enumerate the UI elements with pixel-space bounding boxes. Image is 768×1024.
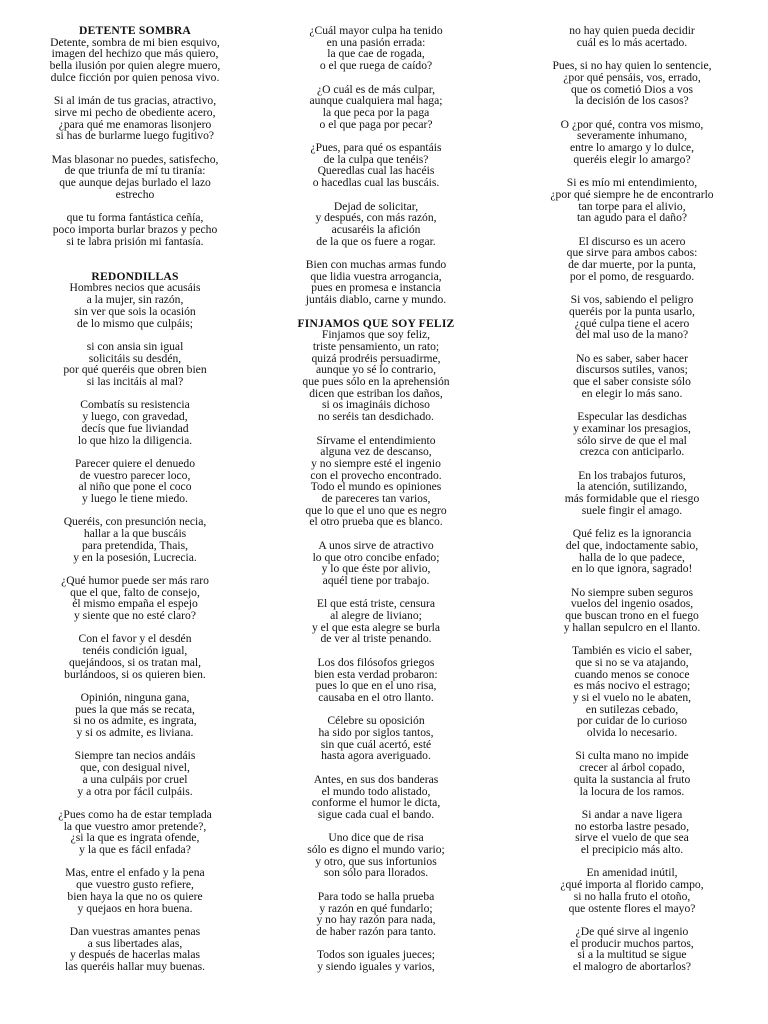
verse-line: bien esta verdad probaron: bbox=[314, 667, 438, 681]
stanza bbox=[12, 809, 258, 856]
verse-line: Especular las desdichas bbox=[577, 410, 687, 424]
verse-line: más formidable que el riesgo bbox=[564, 492, 700, 505]
verse-line: Combatís su resistencia bbox=[80, 398, 190, 412]
verse-line: crecer al árbol copado, bbox=[579, 761, 685, 775]
verse-line: Dejad de solicitar, bbox=[333, 199, 419, 213]
verse-line: Todo el mundo es opiniones bbox=[310, 480, 442, 494]
verse-line: Célebre su oposición bbox=[327, 714, 425, 728]
verse-line: Sírvame el entendimiento bbox=[316, 433, 436, 447]
verse-line: y luego le tiene miedo. bbox=[82, 492, 188, 506]
stanza bbox=[253, 84, 499, 131]
verse-line: ¿O cuál es de más culpar, bbox=[317, 82, 435, 96]
verse-line: ¿Pues, para qué os espantáis bbox=[310, 141, 442, 154]
stanza bbox=[253, 715, 499, 762]
verse-line: o el que ruega de caído? bbox=[319, 59, 433, 73]
verse-line: halla de lo que padece, bbox=[579, 550, 685, 564]
verse-line: de pareceres tan varios, bbox=[321, 492, 431, 506]
verse-line: ¿Cuál mayor culpa ha tenido bbox=[309, 24, 443, 37]
verse-line: ¿De qué sirve al ingenio bbox=[575, 924, 689, 938]
verse-line: que lo que el uno que es negro bbox=[305, 503, 447, 517]
verse-line: y si el vuelo no le abaten, bbox=[572, 690, 692, 704]
verse-line: Queréis, con presunción necia, bbox=[63, 515, 207, 529]
verse-line: si no halla fruto el otoño, bbox=[573, 889, 691, 903]
verse-line: olvida lo necesario. bbox=[586, 726, 678, 740]
verse-line: Para todo se halla prueba bbox=[317, 889, 435, 903]
verse-line: no seréis tan desdichado. bbox=[318, 410, 434, 424]
stanza bbox=[12, 212, 258, 247]
verse-line: el precipicio más alto. bbox=[580, 843, 684, 857]
verse-line: causaba en el otro llanto. bbox=[318, 690, 434, 704]
verse-line: sin que cuál acertó, esté bbox=[320, 737, 432, 751]
verse-line: del mal uso de la mano? bbox=[575, 328, 689, 342]
verse-line: El discurso es un acero bbox=[578, 234, 686, 248]
verse-line: y otro, que sus infortunios bbox=[315, 854, 437, 868]
verse-line: O ¿por qué, contra vos mismo, bbox=[560, 117, 704, 131]
verse-line: Si andar a nave ligera bbox=[581, 807, 683, 821]
verse-line: discursos sutiles, vanos; bbox=[576, 363, 688, 377]
verse-line: cuando menos se conoce bbox=[574, 667, 690, 681]
stanza bbox=[253, 201, 499, 248]
verse-line: quita la sustancia al fruto bbox=[573, 772, 691, 786]
column-right bbox=[509, 25, 755, 973]
verse-line: que si no se va atajando, bbox=[575, 655, 689, 669]
verse-line: Hombres necios que acusáis bbox=[69, 281, 201, 295]
stanza bbox=[12, 341, 258, 388]
verse-line: que pues sólo en la aprehensión bbox=[302, 375, 450, 389]
stanza bbox=[509, 750, 755, 797]
verse-line: pues lo que en el uno risa, bbox=[315, 679, 437, 693]
stanza bbox=[509, 25, 755, 48]
verse-line: juntáis diablo, carne y mundo. bbox=[305, 293, 447, 307]
verse-line: El que está triste, censura bbox=[316, 597, 436, 611]
verse-line: la que vuestro amor pretende?, bbox=[63, 819, 207, 833]
verse-line: queréis por la punta usarlo, bbox=[569, 304, 695, 318]
stanza bbox=[12, 867, 258, 914]
verse-line: el mundo todo alistado, bbox=[321, 784, 431, 798]
verse-line: en elegir lo más sano. bbox=[581, 386, 683, 400]
verse-line: dicen que estriban los daños, bbox=[309, 386, 443, 400]
verse-line: a la mujer, sin razón, bbox=[86, 293, 184, 307]
verse-line: ¿si la que es ingrata ofende, bbox=[70, 831, 200, 845]
verse-line: acusaréis la afición bbox=[331, 222, 421, 236]
verse-line: tan agudo para el daño? bbox=[576, 211, 688, 225]
poem-body-detente-sombra bbox=[12, 37, 258, 248]
verse-line: y después, con más razón, bbox=[315, 211, 437, 225]
verse-line: ¿qué importa al florido campo, bbox=[560, 878, 704, 892]
verse-line: burlándoos, si os quieren bien. bbox=[64, 667, 206, 681]
poem-title-redondillas: REDONDILLAS bbox=[91, 269, 179, 283]
verse-line: la decisión de los casos? bbox=[575, 94, 689, 108]
verse-line: en lo que ignora, sagrado! bbox=[571, 562, 693, 576]
stanza bbox=[253, 657, 499, 704]
verse-line: aquél tiene por trabajo. bbox=[322, 573, 430, 587]
verse-line: Parecer quiere el denuedo bbox=[74, 456, 196, 470]
stanza bbox=[253, 329, 499, 423]
stanza bbox=[12, 37, 258, 84]
column-left bbox=[12, 25, 258, 973]
verse-line: y examinar los presagios, bbox=[573, 421, 691, 435]
poem-body-redondillas bbox=[12, 282, 258, 972]
verse-line: triste pensamiento, un rato; bbox=[312, 339, 440, 353]
verse-line: suele fingir el amago. bbox=[581, 503, 683, 517]
verse-line: dulce ficción por quien penosa vivo. bbox=[50, 70, 220, 84]
verse-line: que el saber consiste sólo bbox=[573, 375, 691, 388]
verse-line: de dar muerte, por la punta, bbox=[568, 258, 696, 271]
verse-line: el producir muchos partos, bbox=[570, 936, 694, 950]
verse-line: y lo que éste por alivio, bbox=[321, 562, 431, 576]
verse-line: pues la que más se recata, bbox=[75, 702, 195, 716]
verse-line: ¿qué culpa tiene el acero bbox=[574, 316, 690, 330]
verse-line: y siente que no esté claro? bbox=[73, 609, 196, 623]
stanza bbox=[12, 633, 258, 680]
verse-line: o hacedlas cual las buscáis. bbox=[312, 176, 440, 190]
verse-line: A unos sirve de atractivo bbox=[318, 538, 434, 552]
verse-line: sólo es digno el mundo vario; bbox=[307, 843, 445, 857]
verse-line: la locura de los ramos. bbox=[579, 784, 685, 798]
stanza bbox=[509, 236, 755, 283]
stanza bbox=[12, 516, 258, 563]
verse-line: el malogro de abortarlos? bbox=[572, 960, 692, 974]
stanza bbox=[12, 575, 258, 622]
verse-line: ¿por qué siempre he de encontrarlo bbox=[550, 187, 714, 201]
verse-line: con el provecho encontrado. bbox=[310, 468, 442, 482]
verse-line: de ver al triste penando. bbox=[320, 632, 432, 646]
stanza bbox=[509, 294, 755, 341]
verse-line: Si vos, sabiendo el peligro bbox=[570, 293, 694, 307]
verse-line: estrecho bbox=[115, 187, 155, 201]
verse-line: pues en promesa e instancia bbox=[311, 281, 441, 295]
verse-line: si os imagináis dichoso bbox=[322, 398, 430, 412]
stanza bbox=[12, 926, 258, 973]
verse-line: que buscan trono en el fuego bbox=[565, 609, 699, 622]
verse-line: es más nocivo el estrago; bbox=[573, 679, 691, 693]
verse-line: Queredlas cual las hacéis bbox=[317, 164, 435, 178]
stanza bbox=[253, 142, 499, 189]
verse-line: solicitáis su desdén, bbox=[88, 351, 182, 365]
stanza bbox=[509, 177, 755, 224]
poem-body-finjamos bbox=[253, 329, 499, 973]
verse-line: quizá prodréis persuadirme, bbox=[311, 351, 441, 365]
verse-line: que os cometió Dios a vos bbox=[570, 82, 694, 96]
verse-line: y el que esta alegre se burla bbox=[311, 620, 441, 634]
verse-line: no hay quien pueda decidir bbox=[569, 24, 695, 37]
verse-line: Pues, si no hay quien lo sentencie, bbox=[552, 59, 712, 73]
verse-line: sirve el vuelo de que sea bbox=[575, 831, 689, 845]
stanza bbox=[12, 95, 258, 142]
verse-line: y hallan sepulcro en el llanto. bbox=[563, 620, 701, 634]
verse-line: Detente, sombra de mi bien esquivo, bbox=[50, 35, 220, 49]
verse-line: a sus libertades alas, bbox=[87, 936, 183, 950]
poem-title-detente-sombra: DETENTE SOMBRA bbox=[79, 24, 191, 37]
verse-line: ha sido por siglos tantos, bbox=[318, 726, 434, 740]
verse-line: que sirve para ambos cabos: bbox=[566, 246, 698, 260]
verse-line: las queréis hallar muy buenas. bbox=[64, 960, 206, 974]
verse-line: que tu forma fantástica ceñía, bbox=[66, 211, 204, 225]
verse-line: de la culpa que tenéis? bbox=[323, 152, 429, 166]
verse-line: la que peca por la paga bbox=[322, 105, 430, 119]
verse-line: si has de burlarme luego fugitivo? bbox=[55, 129, 215, 143]
verse-line: por el pomo, de resguardo. bbox=[569, 269, 695, 283]
verse-line: y en la posesión, Lucrecia. bbox=[73, 550, 197, 564]
verse-line: y no siempre esté el ingenio bbox=[311, 456, 441, 470]
verse-line: y si os admite, es liviana. bbox=[76, 726, 194, 740]
verse-line: Si al imán de tus gracias, atractivo, bbox=[53, 94, 217, 108]
verse-line: sin ver que sois la ocasión bbox=[74, 304, 196, 318]
verse-line: al alegre de liviano; bbox=[330, 609, 422, 623]
verse-line: Todos son iguales jueces; bbox=[316, 948, 435, 962]
stanza bbox=[253, 832, 499, 879]
verse-line: hasta agora averiguado. bbox=[321, 749, 431, 763]
verse-line: poco importa burlar brazos y pecho bbox=[52, 222, 218, 236]
verse-line: lo que otro concibe enfado; bbox=[312, 550, 440, 564]
verse-line: Si culta mano no impide bbox=[575, 749, 689, 763]
verse-line: No es saber, saber hacer bbox=[576, 351, 688, 365]
verse-line: Opinión, ninguna gana, bbox=[80, 690, 190, 704]
verse-line: conforme el humor le dicta, bbox=[311, 796, 441, 810]
stanza bbox=[253, 774, 499, 821]
stanza bbox=[509, 470, 755, 517]
verse-line: en una pasión errada: bbox=[326, 35, 426, 49]
verse-line: Uno dice que de risa bbox=[328, 831, 424, 845]
verse-line: lo que hizo la diligencia. bbox=[77, 433, 193, 447]
stanza bbox=[509, 809, 755, 856]
stanza bbox=[12, 750, 258, 797]
verse-line: ¿Qué humor puede ser más raro bbox=[61, 573, 209, 587]
verse-line: Finjamos que soy feliz, bbox=[321, 328, 431, 342]
verse-line: y después de hacerlas malas bbox=[69, 948, 201, 962]
verse-line: bella ilusión por quien alegre muero, bbox=[49, 59, 221, 73]
verse-line: si las incitáis al mal? bbox=[86, 375, 184, 389]
stanza bbox=[509, 119, 755, 166]
stanza bbox=[509, 528, 755, 575]
verse-line: quejándoos, si os tratan mal, bbox=[68, 655, 201, 669]
verse-line: Dan vuestras amantes penas bbox=[69, 924, 201, 938]
stanza bbox=[509, 587, 755, 634]
verse-line: no estorba lastre pesado, bbox=[575, 819, 689, 833]
verse-line: vuelos del ingenio osados, bbox=[570, 597, 694, 611]
stanza bbox=[509, 411, 755, 458]
verse-line: si a la multitud se sigue bbox=[577, 948, 687, 962]
stanza bbox=[12, 282, 258, 329]
verse-line: ¿por qué pensáis, vos, errado, bbox=[563, 70, 701, 84]
verse-line: el otro prueba que es blanco. bbox=[309, 515, 443, 529]
verse-line: al niño que pone el coco bbox=[78, 480, 192, 494]
verse-line: queréis elegir lo amargo? bbox=[573, 152, 691, 166]
verse-line: y luego, con gravedad, bbox=[82, 410, 188, 424]
verse-line: y razón en qué fundarlo; bbox=[319, 901, 433, 915]
verse-line: En los trabajos futuros, bbox=[578, 468, 686, 482]
stanza bbox=[509, 867, 755, 914]
verse-line: Los dos filósofos griegos bbox=[317, 655, 435, 669]
verse-line: En amenidad inútil, bbox=[586, 866, 678, 880]
stanza bbox=[253, 25, 499, 72]
verse-line: que lidia vuestra arrogancia, bbox=[310, 269, 442, 283]
verse-line: imagen del hechizo que más quiero, bbox=[51, 47, 219, 61]
verse-line: Siempre tan necios andáis bbox=[74, 749, 196, 763]
stanza bbox=[509, 353, 755, 400]
verse-line: son sólo para llorados. bbox=[323, 866, 429, 880]
verse-line: aunque cualquiera mal haga; bbox=[309, 94, 443, 108]
verse-line: sigue cada cual el bando. bbox=[317, 807, 435, 821]
verse-line: Bien con muchas armas fundo bbox=[305, 258, 447, 271]
verse-line: hallar a la que buscáis bbox=[83, 527, 187, 541]
verse-line: que ostente flores el mayo? bbox=[568, 901, 696, 915]
verse-line: También es vicio el saber, bbox=[571, 644, 693, 658]
verse-line: por cuidar de lo curioso bbox=[576, 714, 688, 728]
verse-line: la atención, sutilizando, bbox=[576, 480, 688, 494]
verse-line: que, con desigual nivel, bbox=[80, 761, 190, 775]
verse-line: y a otra por fácil culpáis. bbox=[77, 784, 193, 798]
verse-line: a una culpáis por cruel bbox=[82, 772, 188, 786]
column-middle bbox=[253, 25, 499, 973]
stanza bbox=[253, 598, 499, 645]
verse-line: ¿para qué me enamoras lisonjero bbox=[58, 117, 212, 131]
verse-line: que vuestro gusto refiere, bbox=[76, 878, 194, 892]
stanza bbox=[253, 540, 499, 587]
verse-line: la que cae de rogada, bbox=[327, 47, 425, 61]
poem-body-redondillas-continued bbox=[253, 25, 499, 306]
verse-line: y no hay razón para nada, bbox=[316, 913, 436, 927]
stanza bbox=[12, 692, 258, 739]
verse-line: de lo mismo que culpáis; bbox=[77, 316, 193, 330]
verse-line: si con ansia sin igual bbox=[86, 339, 184, 353]
verse-line: Mas blasonar no puedes, satisfecho, bbox=[51, 152, 219, 166]
verse-line: Con el favor y el desdén bbox=[78, 632, 192, 646]
verse-line: severamente inhumano, bbox=[576, 129, 688, 143]
stanza bbox=[253, 891, 499, 938]
verse-line: en sutilezas cebado, bbox=[585, 702, 679, 716]
verse-line: y la que es fácil enfada? bbox=[79, 843, 191, 857]
stanza bbox=[12, 458, 258, 505]
verse-line: de vuestro parecer loco, bbox=[79, 468, 191, 482]
verse-line: si no os admite, es ingrata, bbox=[73, 714, 197, 728]
stanza bbox=[509, 926, 755, 973]
verse-line: y siendo iguales y varios, bbox=[317, 960, 435, 974]
verse-line: él mismo empaña el espejo bbox=[72, 597, 198, 611]
verse-line: del que, indoctamente sabio, bbox=[565, 538, 699, 552]
poem-title-finjamos-que-soy-feliz: FINJAMOS QUE SOY FELIZ bbox=[297, 316, 455, 330]
stanza bbox=[253, 949, 499, 972]
verse-line: que el que, falto de consejo, bbox=[70, 585, 200, 599]
verse-line: si te labra prisión mi fantasía. bbox=[66, 234, 204, 248]
stanza bbox=[509, 60, 755, 107]
verse-line: sólo sirve de que el mal bbox=[577, 433, 687, 447]
verse-line: No siempre suben seguros bbox=[570, 585, 694, 599]
verse-line: ¿Pues como ha de estar templada bbox=[58, 807, 212, 821]
verse-line: Si es mío mi entendimiento, bbox=[566, 176, 698, 190]
stanza bbox=[12, 399, 258, 446]
stanza bbox=[253, 435, 499, 529]
verse-line: tenéis condición igual, bbox=[82, 644, 188, 658]
verse-line: alguna vez de descanso, bbox=[320, 445, 432, 459]
verse-line: para pretendida, Thais, bbox=[81, 538, 189, 552]
verse-line: de que triunfa de mí tu tiranía: bbox=[64, 164, 206, 178]
verse-line: decís que fue liviandad bbox=[81, 421, 189, 435]
verse-line: por qué queréis que obren bien bbox=[63, 363, 207, 377]
verse-line: y quejaos en hora buena. bbox=[77, 901, 193, 915]
poem-body-finjamos-continued bbox=[509, 25, 755, 973]
verse-line: Qué feliz es la ignorancia bbox=[572, 527, 692, 541]
verse-line: aunque yo sé lo contrario, bbox=[315, 363, 437, 377]
verse-line: o el que paga por pecar? bbox=[319, 117, 433, 131]
stanza bbox=[12, 154, 258, 201]
verse-line: tan torpe para el alivio, bbox=[578, 199, 686, 213]
stanza bbox=[253, 259, 499, 306]
verse-line: que aunque dejas burlado el lazo bbox=[59, 176, 211, 190]
stanza bbox=[509, 645, 755, 739]
verse-line: de haber razón para tanto. bbox=[315, 924, 437, 938]
verse-line: entre lo amargo y lo dulce, bbox=[569, 141, 695, 154]
verse-line: Mas, entre el enfado y la pena bbox=[65, 866, 205, 880]
verse-line: sirve mi pecho de obediente acero, bbox=[54, 105, 216, 119]
verse-line: bien haya la que no os quiere bbox=[67, 889, 203, 903]
verse-line: crezca con anticiparlo. bbox=[579, 445, 685, 459]
verse-line: cuál es lo más acertado. bbox=[576, 35, 688, 49]
verse-line: de la que os fuere a rogar. bbox=[316, 234, 436, 248]
verse-line: Antes, en sus dos banderas bbox=[313, 772, 439, 786]
